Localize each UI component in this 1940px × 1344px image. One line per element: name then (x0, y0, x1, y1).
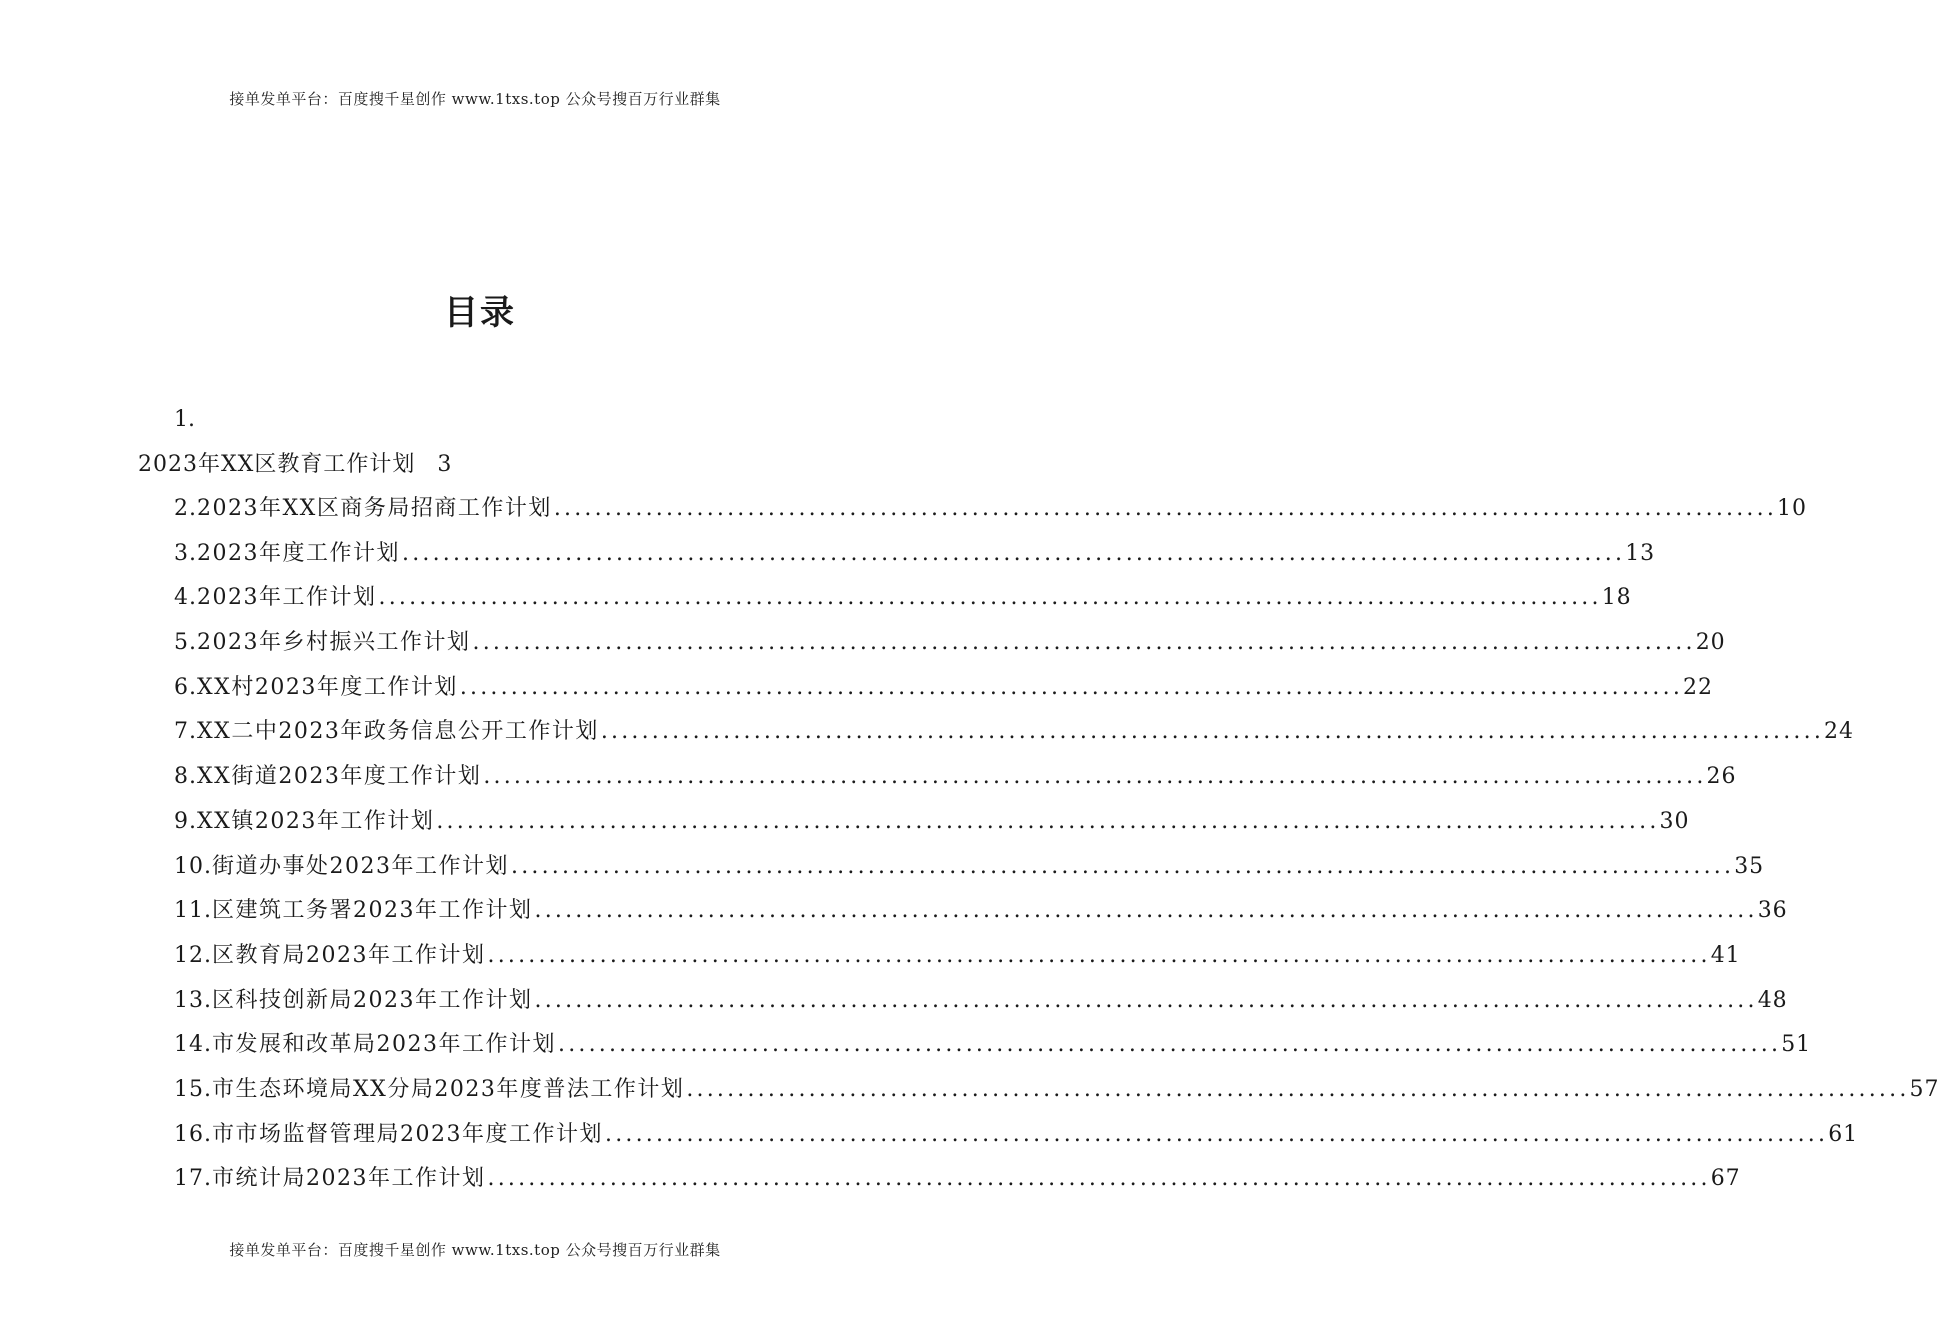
toc-dot-leader: ........................................................................................................................ (402, 540, 1626, 566)
toc-item-label: 区建筑工务署2023年工作计划 (212, 898, 533, 924)
toc-item-page: 24 (1824, 719, 1855, 745)
toc-item-page: 10 (1777, 496, 1808, 521)
toc-item-label: XX街道2023年度工作计划 (197, 764, 482, 790)
toc-item[interactable] (174, 666, 1714, 711)
toc-item-page: 26 (1706, 764, 1737, 790)
page-title: 目录 (444, 292, 516, 333)
toc-item-page: 20 (1695, 630, 1726, 656)
toc-item[interactable] (174, 621, 1726, 666)
toc-item-label: 市发展和改革局2023年工作计划 (212, 1032, 556, 1058)
toc-item-page: 18 (1601, 585, 1632, 611)
toc-dot-leader: ........................................................................................................................ (483, 764, 1707, 790)
toc-dot-leader: ........................................................................................................................ (378, 585, 1602, 611)
toc-dot-leader: ........................................................................................................................ (487, 942, 1711, 968)
toc-item-number: 12. (174, 942, 212, 968)
toc-item-label: 市统计局2023年工作计划 (212, 1166, 486, 1192)
toc-item[interactable] (174, 979, 1788, 1024)
toc-item-number: 10. (174, 853, 212, 879)
toc-item-page: 41 (1710, 942, 1741, 968)
toc-item-page: 61 (1828, 1121, 1859, 1147)
toc-item[interactable] (174, 1023, 1812, 1068)
toc-item[interactable] (174, 934, 1741, 979)
toc-dot-leader: ........................................................................................................................ (534, 987, 1758, 1013)
toc-dot-leader: ........................................................................................................................ (472, 630, 1696, 656)
toc-item-page: 13 (1625, 540, 1656, 566)
toc-item[interactable] (174, 1113, 1859, 1158)
toc-item-number: 5. (174, 630, 197, 656)
toc-item-page: 48 (1757, 987, 1788, 1013)
toc-dot-leader: ........................................................................................................................ (487, 1166, 1711, 1192)
toc-item-label: 街道办事处2023年工作计划 (212, 853, 509, 879)
toc-item-1-page: 3 (437, 452, 453, 477)
toc-item[interactable] (174, 532, 1656, 577)
toc-item[interactable] (174, 800, 1690, 845)
toc-dot-leader: ........................................................................................................................ (553, 496, 1778, 521)
footer-note: 接单发单平台：百度搜千星创作 www.1txs.top 公众号搜百万行业群集 (229, 1241, 721, 1259)
toc-dot-leader: ........................................................................................................................ (686, 1076, 1910, 1102)
toc-list (174, 487, 1940, 1202)
toc-item-label: 市市场监督管理局2023年度工作计划 (212, 1121, 603, 1147)
toc-item-1[interactable] (138, 445, 452, 485)
toc-item-page: 35 (1734, 853, 1765, 879)
toc-item-1-label: 2023年XX区教育工作计划 (138, 452, 416, 477)
toc-item-number: 7. (174, 719, 197, 745)
toc-dot-leader: ........................................................................................................................ (436, 808, 1660, 834)
toc-dot-leader: ........................................................................................................................ (459, 674, 1684, 700)
toc-item-number: 11. (174, 898, 212, 924)
toc-item-page: 22 (1683, 674, 1714, 700)
toc-item-page: 30 (1659, 808, 1690, 834)
toc-item-label: 区教育局2023年工作计划 (212, 942, 486, 968)
toc-item-page: 57 (1909, 1076, 1940, 1102)
toc-dot-leader: ........................................................................................................................ (605, 1121, 1829, 1147)
toc-item-page: 51 (1781, 1032, 1812, 1058)
toc-item-label: 2023年工作计划 (197, 585, 377, 611)
toc-item-number: 17. (174, 1166, 212, 1192)
toc-dot-leader: ........................................................................................................................ (558, 1032, 1782, 1058)
toc-item-label: 2023年度工作计划 (197, 540, 400, 566)
toc-item-page: 67 (1710, 1166, 1741, 1192)
toc-item-number: 9. (174, 808, 197, 834)
toc-item-label: 区科技创新局2023年工作计划 (212, 987, 533, 1013)
toc-item-1-number: 1. (174, 407, 195, 432)
header-note: 接单发单平台：百度搜千星创作 www.1txs.top 公众号搜百万行业群集 (229, 90, 721, 108)
toc-item-number: 13. (174, 987, 212, 1013)
toc-item-label: XX村2023年度工作计划 (197, 674, 458, 700)
toc-item-number: 16. (174, 1121, 212, 1147)
toc-item-label: XX二中2023年政务信息公开工作计划 (197, 719, 599, 745)
toc-item-number: 6. (174, 674, 197, 700)
toc-item-number: 15. (174, 1076, 212, 1102)
toc-dot-leader: ........................................................................................................................ (511, 853, 1735, 879)
toc-item[interactable] (174, 710, 1855, 755)
toc-item[interactable] (174, 845, 1765, 890)
toc-item[interactable] (174, 576, 1632, 621)
toc-item-number: 4. (174, 585, 197, 611)
toc-dot-leader: ........................................................................................................................ (600, 719, 1825, 745)
toc-item[interactable] (174, 889, 1788, 934)
toc-item-label: 2023年乡村振兴工作计划 (197, 630, 471, 656)
toc-item-label: 2023年XX区商务局招商工作计划 (197, 496, 552, 521)
toc-item-number: 3. (174, 540, 197, 566)
toc-item[interactable] (174, 1157, 1741, 1202)
toc-item-label: 市生态环境局XX分局2023年度普法工作计划 (212, 1076, 685, 1102)
toc-item[interactable] (174, 755, 1737, 800)
toc-item-label: XX镇2023年工作计划 (197, 808, 435, 834)
toc-item[interactable] (174, 487, 1808, 532)
toc-item-number: 2. (174, 496, 197, 521)
toc-item-page: 36 (1757, 898, 1788, 924)
toc-item-number: 8. (174, 764, 197, 790)
toc-item[interactable] (174, 1068, 1940, 1113)
toc-dot-leader: ........................................................................................................................ (534, 898, 1758, 924)
toc-item-number: 14. (174, 1032, 212, 1058)
